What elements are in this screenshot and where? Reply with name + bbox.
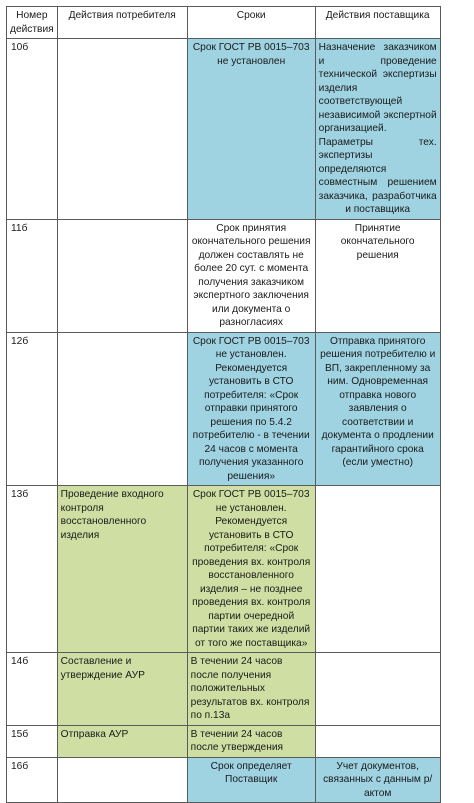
row-number: 16б xyxy=(7,757,58,803)
table-row xyxy=(7,332,441,486)
table-row xyxy=(7,486,441,653)
header-supplier: Действия поставщика xyxy=(315,7,440,39)
header-consumer: Действия потребителя xyxy=(57,7,187,39)
supplier-action: Отправка принятого решения потребителю и ВП, закрепленному за ним. Одновременная отправка нового заявления о соответствии и документа о продлении гарантийного срока (если уместно) xyxy=(315,332,440,486)
header-number: Номер действия xyxy=(7,7,58,39)
row-number: 14б xyxy=(7,653,58,726)
table-row xyxy=(7,653,441,726)
actions-table xyxy=(6,6,441,803)
row-number: 10б xyxy=(7,39,58,220)
terms-cell: Срок ГОСТ РВ 0015–703 не установлен xyxy=(187,39,315,220)
row-number: 11б xyxy=(7,219,58,332)
terms-cell: В течении 24 часов после утверждения xyxy=(187,725,315,757)
table-row xyxy=(7,219,441,332)
consumer-action: Проведение входного контроля восстановленного изделия xyxy=(57,486,187,653)
supplier-action xyxy=(315,486,440,653)
supplier-action xyxy=(315,653,440,726)
terms-cell: Срок ГОСТ РВ 0015–703 не установлен. Рекомендуется установить в СТО потребителя: «Срок проведения вх. контроля восстановленного изделия – не позднее проведения вх. контроля партии очередной партии таких же изделий от того же поставщика» xyxy=(187,486,315,653)
header-terms: Сроки xyxy=(187,7,315,39)
table-row xyxy=(7,725,441,757)
row-number: 15б xyxy=(7,725,58,757)
consumer-action xyxy=(57,332,187,486)
supplier-action: Назначение заказчиком и проведение технической экспертизы изделия соответствующей независимой экспертной организацией. Параметры тех. экспертизы определяются совместным решением заказчика, разработчика и поставщика xyxy=(315,39,440,220)
consumer-action xyxy=(57,39,187,220)
supplier-action: Учет документов, связанных с данным р/актом xyxy=(315,757,440,803)
terms-cell: В течении 24 часов после получения положительных результатов вх. контроля по п.13а xyxy=(187,653,315,726)
header-row xyxy=(7,7,441,39)
row-number: 12б xyxy=(7,332,58,486)
row-number: 13б xyxy=(7,486,58,653)
consumer-action xyxy=(57,757,187,803)
consumer-action: Отправка АУР xyxy=(57,725,187,757)
supplier-action xyxy=(315,725,440,757)
terms-cell: Срок определяет Поставщик xyxy=(187,757,315,803)
table-row xyxy=(7,757,441,803)
supplier-action: Принятие окончательного решения xyxy=(315,219,440,332)
consumer-action: Составление и утверждение АУР xyxy=(57,653,187,726)
terms-cell: Срок ГОСТ РВ 0015–703 не установлен. Рекомендуется установить в СТО потребителя: «Срок отправки принятого решения по 5.4.2 потребителю - в течении 24 часов с момента получения указанного решения» xyxy=(187,332,315,486)
consumer-action xyxy=(57,219,187,332)
table-row xyxy=(7,39,441,220)
terms-cell: Срок принятия окончательного решения должен составлять не более 20 сут. с момента получения заказчиком экспертного заключения или документа о разногласиях xyxy=(187,219,315,332)
